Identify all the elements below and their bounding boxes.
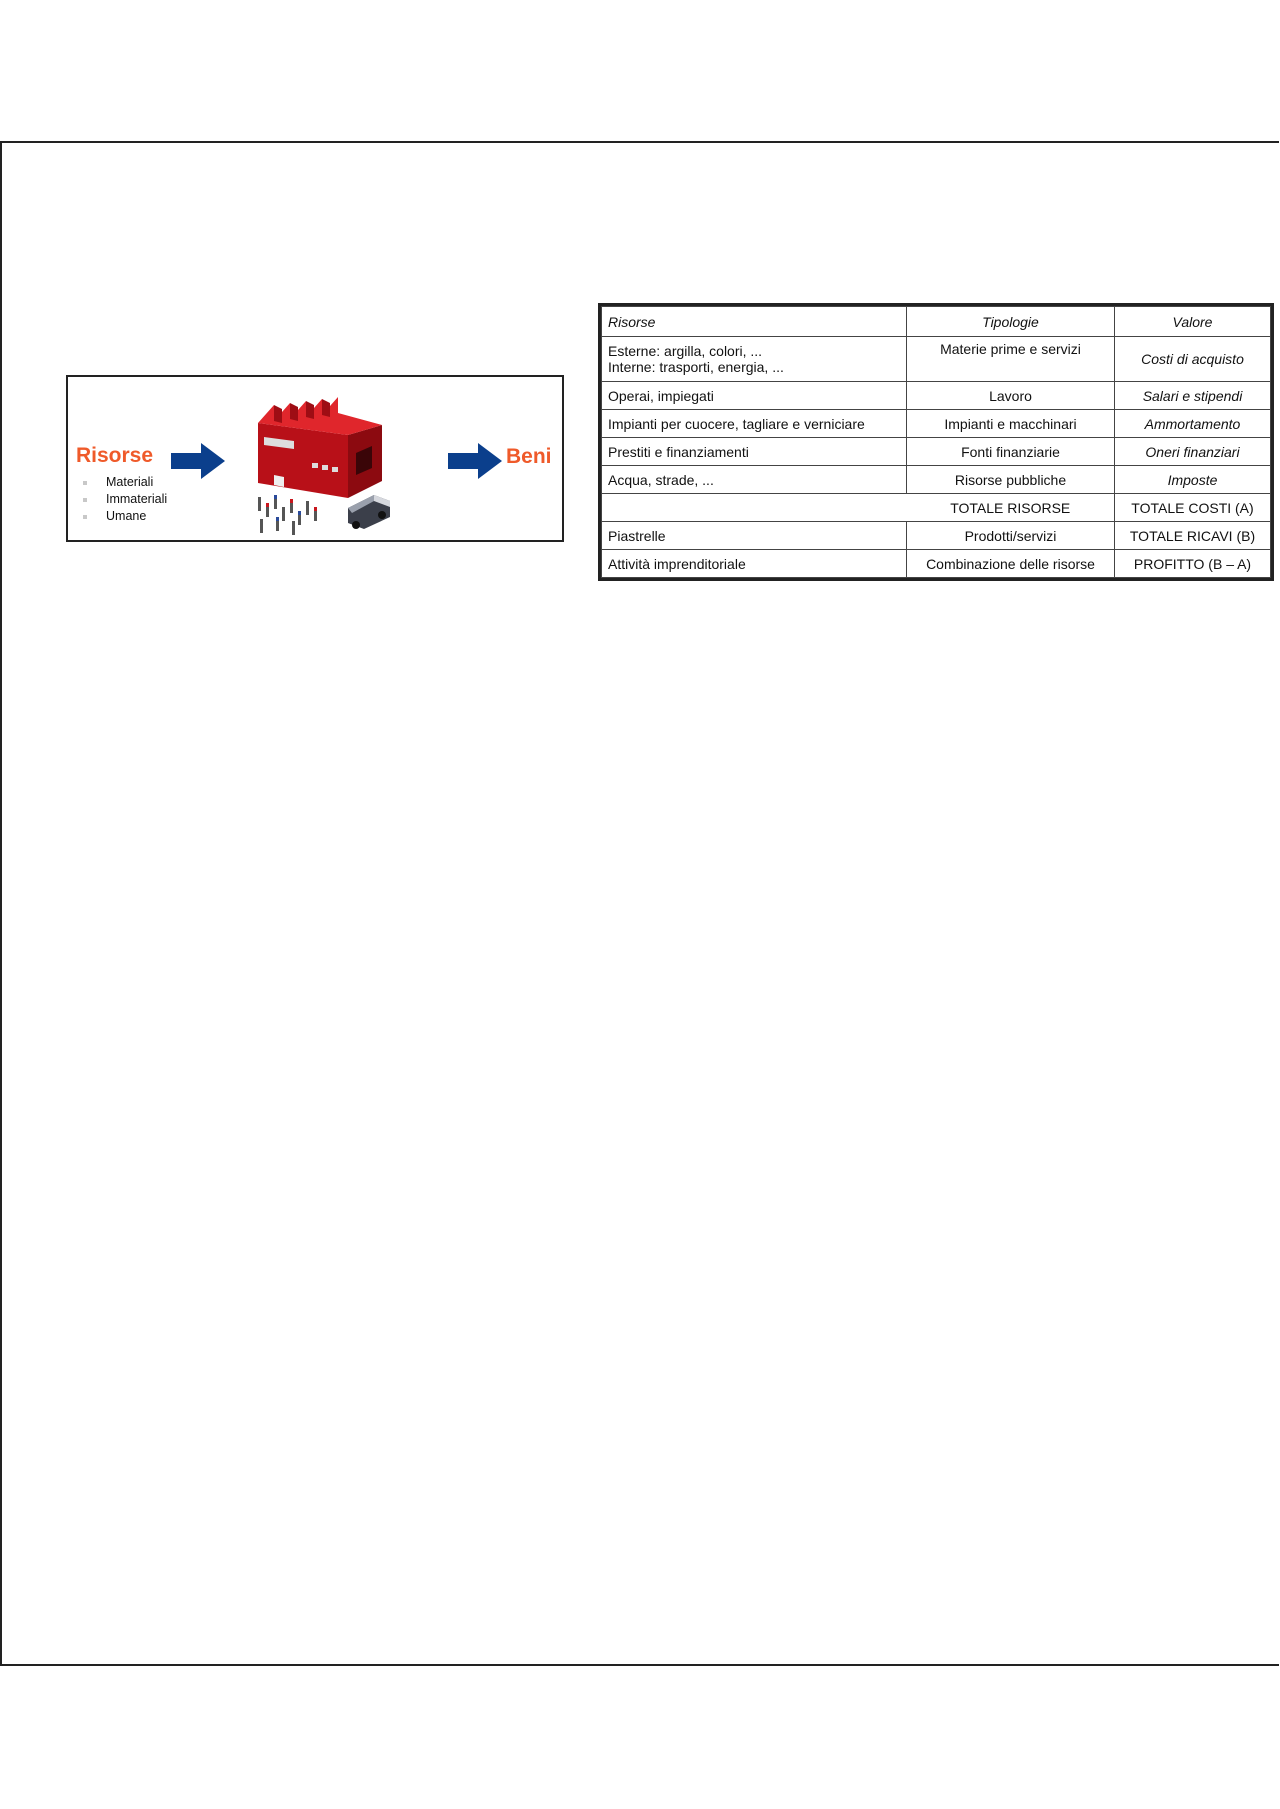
table-row xyxy=(602,337,1271,382)
table-cell: Fonti finanziarie xyxy=(907,438,1115,466)
table-cell: Impianti per cuocere, tagliare e verniciare xyxy=(602,410,907,438)
table-cell: Salari e stipendi xyxy=(1115,382,1271,410)
resources-to-goods-figure xyxy=(66,375,564,542)
table-row xyxy=(602,410,1271,438)
table-header-row xyxy=(602,307,1271,337)
cell-line: Esterne: argilla, colori, ... xyxy=(608,343,763,359)
table-cell: Materie prime e servizi xyxy=(907,337,1115,382)
table-cell: TOTALE COSTI (A) xyxy=(1115,494,1271,522)
resource-item: Immateriali xyxy=(78,491,167,508)
arrow-right-icon xyxy=(171,443,225,479)
table-cell: Risorse pubbliche xyxy=(907,466,1115,494)
goods-label: Beni xyxy=(506,445,552,468)
table-cell: Attività imprenditoriale xyxy=(602,550,907,578)
resource-item: Umane xyxy=(78,508,167,525)
arrow-right-icon xyxy=(448,443,502,479)
resource-item: Materiali xyxy=(78,474,167,491)
table-cell: Prodotti/servizi xyxy=(907,522,1115,550)
table-cell: Imposte xyxy=(1115,466,1271,494)
table-row xyxy=(602,466,1271,494)
table-cell: Impianti e macchinari xyxy=(907,410,1115,438)
table-cell: TOTALE RICAVI (B) xyxy=(1115,522,1271,550)
resource-list xyxy=(78,474,167,525)
header-cell-risorse: Risorse xyxy=(602,307,907,337)
table-cell: Piastrelle xyxy=(602,522,907,550)
factory-icon xyxy=(252,383,412,538)
header-cell-tipologie: Tipologie xyxy=(907,307,1115,337)
table-row xyxy=(602,522,1271,550)
table-row xyxy=(602,550,1271,578)
header-cell-valore: Valore xyxy=(1115,307,1271,337)
table-cell: Costi di acquisto xyxy=(1115,337,1271,382)
table-cell: Lavoro xyxy=(907,382,1115,410)
table-cell xyxy=(602,337,907,382)
table-row xyxy=(602,382,1271,410)
table-cell: TOTALE RISORSE xyxy=(907,494,1115,522)
table-cell xyxy=(602,494,907,522)
table-cell: Combinazione delle risorse xyxy=(907,550,1115,578)
table-cell: Prestiti e finanziamenti xyxy=(602,438,907,466)
cell-line: Interne: trasporti, energia, ... xyxy=(608,359,784,375)
table-cell: Ammortamento xyxy=(1115,410,1271,438)
resources-label: Risorse xyxy=(76,444,154,467)
table-cell: Operai, impiegati xyxy=(602,382,907,410)
resources-table xyxy=(598,303,1274,581)
table-row xyxy=(602,438,1271,466)
table-row xyxy=(602,494,1271,522)
table-cell: Oneri finanziari xyxy=(1115,438,1271,466)
resources-table-grid xyxy=(601,306,1271,578)
table-cell: PROFITTO (B – A) xyxy=(1115,550,1271,578)
table-cell: Acqua, strade, ... xyxy=(602,466,907,494)
